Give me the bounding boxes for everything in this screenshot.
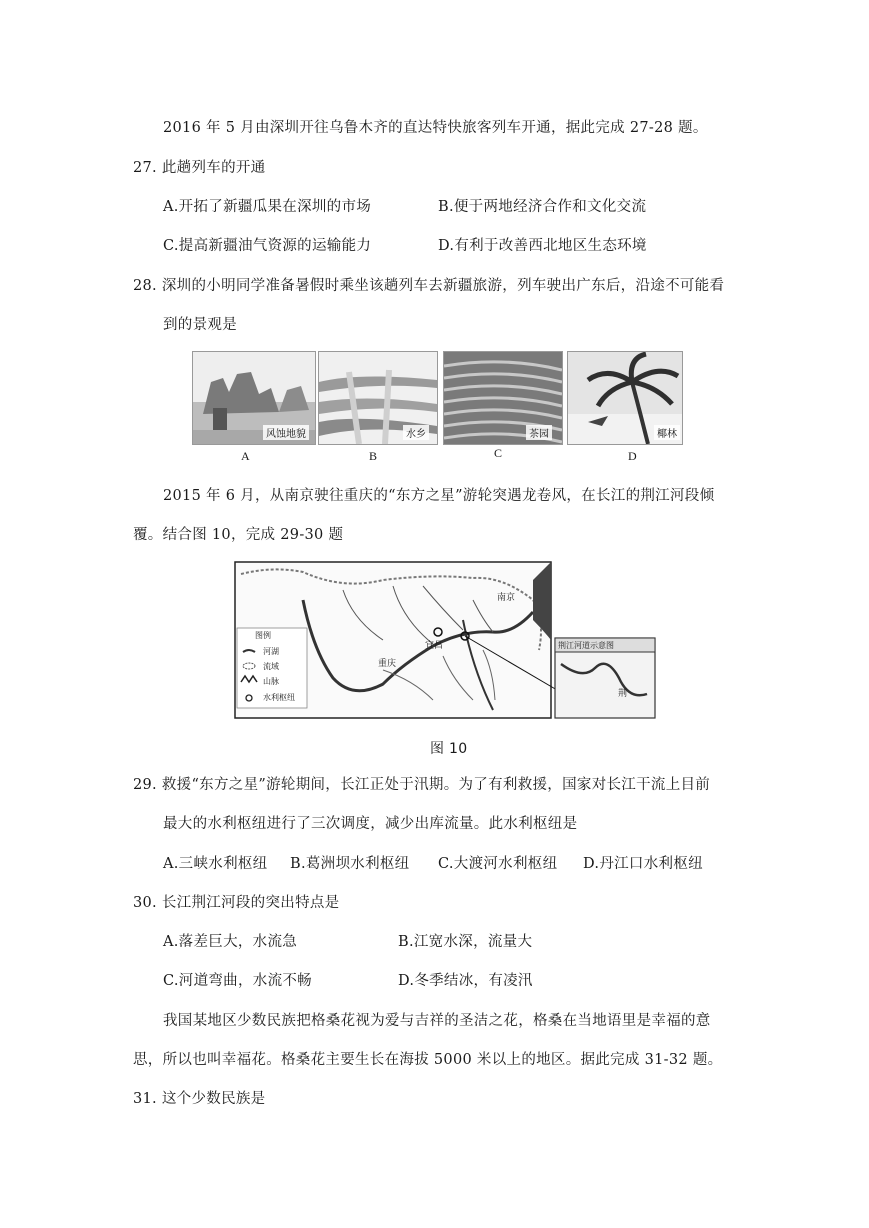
intro-31-32-line2: 思，所以也叫幸福花。格桑花主要生长在海拔 5000 米以上的地区。据此完成 31-32 题。 — [133, 1052, 723, 1068]
q27-option-b: B.便于两地经济合作和文化交流 — [438, 199, 647, 215]
q29-stem-line2: 最大的水利枢纽进行了三次调度，减少出库流量。此水利枢纽是 — [163, 816, 578, 832]
q30-option-b: B.江宽水深，流量大 — [398, 934, 533, 950]
photo-a-caption: 风蚀地貌 — [263, 425, 309, 440]
photo-water-town — [318, 351, 438, 445]
q27-option-c: C.提高新疆油气资源的运输能力 — [163, 238, 372, 254]
q29-option-d: D.丹江口水利枢纽 — [583, 856, 703, 872]
q30-stem: 30. 长江荆江河段的突出特点是 — [133, 895, 340, 911]
photo-d-caption: 椰林 — [654, 425, 680, 440]
q27-option-d: D.有利于改善西北地区生态环境 — [438, 238, 647, 254]
q30-option-d: D.冬季结冰，有凌汛 — [398, 973, 533, 989]
map-legend-title: 图例 — [255, 631, 271, 640]
intro-29-30-line1: 2015 年 6 月，从南京驶往重庆的“东方之星”游轮突遇龙卷风，在长江的荆江河段倾 — [163, 488, 715, 504]
q29-stem-line1: 29. 救援“东方之星”游轮期间，长江正处于汛期。为了有利救援，国家对长江干流上目前 — [133, 777, 711, 793]
photo-b-caption: 水乡 — [403, 425, 429, 440]
intro-29-30-line2: 覆。结合图 10，完成 29-30 题 — [133, 527, 344, 543]
q31-stem: 31. 这个少数民族是 — [133, 1091, 266, 1107]
photo-a-letter: A — [241, 449, 250, 463]
map-label-nanjing: 南京 — [497, 593, 516, 603]
photo-d-letter: D — [628, 449, 637, 463]
map-inset-title: 荆江河道示意图 — [558, 641, 614, 650]
q28-stem-line1: 28. 深圳的小明同学准备暑假时乘坐该趟列车去新疆旅游，列车驶出广东后，沿途不可能看 — [133, 278, 725, 294]
figure-10-caption: 图 10 — [430, 741, 468, 757]
q29-option-a: A.三峡水利枢纽 — [163, 856, 268, 872]
map-label-chongqing: 重庆 — [378, 659, 397, 669]
photo-tea-garden — [443, 351, 563, 445]
photo-coconut-grove — [567, 351, 683, 445]
map-label-yichang: 宜昌 — [425, 641, 444, 651]
figure-10-map — [233, 560, 658, 720]
q29-option-b: B.葛洲坝水利枢纽 — [290, 856, 410, 872]
intro-27-28: 2016 年 5 月由深圳开往乌鲁木齐的直达特快旅客列车开通，据此完成 27-28 题。 — [163, 120, 708, 136]
map-legend-basin: 流域 — [263, 662, 279, 671]
photo-b-letter: B — [369, 449, 378, 463]
q28-stem-line2: 到的景观是 — [163, 317, 237, 333]
photo-wind-erosion — [192, 351, 316, 445]
map-legend-hydro: 水利枢纽 — [263, 693, 295, 702]
q27-option-a: A.开拓了新疆瓜果在深圳的市场 — [163, 199, 372, 215]
q30-option-c: C.河道弯曲，水流不畅 — [163, 973, 312, 989]
intro-31-32-line1: 我国某地区少数民族把格桑花视为爱与吉祥的圣洁之花，格桑在当地语里是幸福的意 — [163, 1013, 711, 1029]
q30-option-a: A.落差巨大，水流急 — [163, 934, 298, 950]
map-legend-lake: 河湖 — [263, 647, 279, 656]
photo-c-letter: C — [494, 446, 503, 460]
photo-c-caption: 茶园 — [526, 425, 552, 440]
map-legend-mountain: 山脉 — [263, 677, 279, 686]
q29-option-c: C.大渡河水利枢纽 — [438, 856, 558, 872]
q27-stem: 27. 此趟列车的开通 — [133, 160, 266, 176]
map-label-jing: 荆 — [618, 689, 628, 699]
